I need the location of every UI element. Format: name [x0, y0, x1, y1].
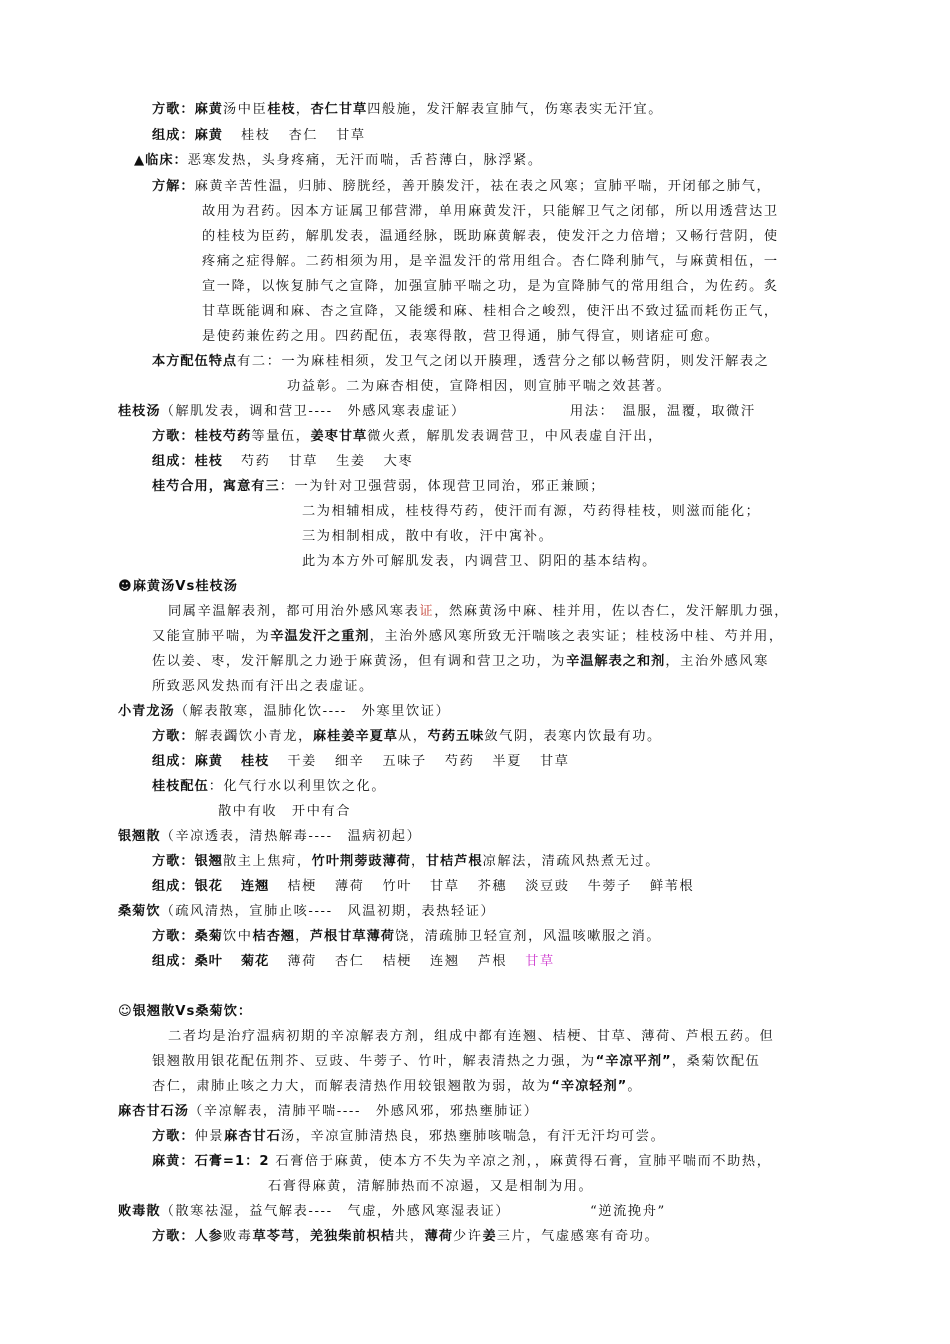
guizhi-heyong-line: 二为相辅相成，桂枝得芍药，使汗而有源，芍药得桂枝，则滋而能化；: [302, 504, 761, 519]
mahuang-fangjie-line: 故用为君药。因本方证属卫郁营滞，单用麻黄发汗，只能解卫气之闭郁，所以用透营达卫: [202, 204, 779, 219]
maxing-heading: 麻杏甘石汤（辛凉解表，清肺平喘---- 外感风邪，邪热壅肺证）: [118, 1104, 539, 1119]
guizhi-fangge: 方歌：桂枝芍药等量伍，姜枣甘草微火煮，解肌发表调营卫，中风表虚自汗出，: [152, 429, 663, 444]
yinqiao-heading: 银翘散（辛凉透表，清热解毒---- 温病初起）: [118, 829, 422, 844]
sangju-fangge: 方歌：桑菊饮中桔杏翘，芦根甘草薄荷饶，清疏肺卫轻宣剂，风温咳嗽服之消。: [152, 929, 662, 944]
yinqiao-fangge: 方歌：银翘散主上焦疴，竹叶荆蒡豉薄荷，甘桔芦根凉解法，清疏风热煮无过。: [152, 854, 660, 869]
guizhi-heading: 桂枝汤（解肌发表，调和营卫---- 外感风寒表虚证）: [118, 404, 466, 419]
mahuang-fangjie-line: 是使药兼佐药之用。四药配伍，表寒得散，营卫得通，肺气得宣，则诸症可愈。: [202, 329, 720, 344]
mahuang-fangjie-line: 甘草既能调和麻、杏之宣降，又能缓和麻、桂相合之峻烈，使汗出不致过猛而耗伤正气，: [202, 304, 779, 319]
guizhi-zucheng: 组成：桂枝 芍药 甘草 生姜 大枣: [152, 454, 414, 469]
compare2-line: 二者均是治疗温病初期的辛凉解表方剂，组成中都有连翘、桔梗、甘草、薄荷、芦根五药。但: [168, 1029, 775, 1044]
mahuang-linchuang: ▲临床：恶寒发热，头身疼痛，无汗而喘，舌苔薄白，脉浮紧。: [134, 153, 543, 168]
mahuang-zucheng: 组成：麻黄 桂枝 杏仁 甘草: [152, 128, 366, 143]
compare2-line: 银翘散用银花配伍荆芥、豆豉、牛蒡子、竹叶，解表清热之力强，为“辛凉平剂”，桑菊饮配伍: [152, 1054, 761, 1069]
xiaoqinglong-fangge: 方歌：解表蠲饮小青龙，麻桂姜辛夏草从，芍药五味敛气阴，表寒内饮最有功。: [152, 729, 662, 744]
guizhi-heyong: 桂芍合用，寓意有三：一为针对卫强营弱，体现营卫同治，邪正兼顾；: [152, 479, 606, 494]
guizhi-heyong-line: 三为相制相成，散中有收，汗中寓补。: [302, 529, 554, 544]
xiaoqinglong-peiwu: 桂枝配伍：化气行水以利里饮之化。: [152, 779, 387, 794]
sangju-zucheng: 组成：桑叶 菊花 薄荷 杏仁 桔梗 连翘 芦根 甘草: [152, 954, 555, 969]
yinqiao-zucheng: 组成：银花 连翘 桔梗 薄荷 竹叶 甘草 芥穗 淡豆豉 牛蒡子 鲜苇根: [152, 879, 695, 894]
sangju-heading: 桑菊饮（疏风清热，宣肺止咳---- 风温初期，表热轻证）: [118, 904, 496, 919]
mahuang-fangjie-line: 疼痛之症得解。二药相须为用，是辛温发汗的常用组合。杏仁降利肺气，与麻黄相伍，一: [202, 254, 779, 269]
compare1-line: 佐以姜、枣，发汗解肌之力逊于麻黄汤，但有调和营卫之功，为辛温解表之和剂，主治外感风寒: [152, 654, 769, 669]
baidu-fangge: 方歌：人参败毒草苓芎，羌独柴前枳桔共，薄荷少许姜三片，气虚感寒有奇功。: [152, 1229, 660, 1244]
mahuang-fangjie: 方解：麻黄辛苦性温，归肺、膀胱经，善开腠发汗，祛在表之风寒；宣肺平喘，开闭郁之肺气，: [152, 179, 772, 194]
compare2-line: 杏仁，肃肺止咳之力大，而解表清热作用较银翘散为弱，故为“辛凉轻剂”。: [152, 1079, 643, 1094]
xiaoqinglong-peiwu-line2: 散中有收 开中有合: [218, 804, 352, 819]
mahuang-fangjie-line: 的桂枝为臣药，解肌发表，温通经脉，既助麻黄解表，使发汗之力倍增；又畅行营阴，使: [202, 229, 779, 244]
compare1-line: 所致恶风发热而有汗出之表虚证。: [152, 679, 374, 694]
mahuang-peiwu-line2: 功益彰。二为麻杏相使，宣降相因，则宣肺平喘之效甚著。: [287, 379, 672, 394]
mahuang-peiwu: 本方配伍特点有二：一为麻桂相须，发卫气之闭以开腠理，透营分之郁以畅营阴，则发汗解表之: [152, 354, 770, 369]
baidu-note: “逆流挽舟”: [590, 1204, 666, 1219]
maxing-mahuang-line2: 石膏得麻黄，清解肺热而不凉遏，又是相制为用。: [268, 1179, 594, 1194]
xiaoqinglong-heading: 小青龙汤（解表散寒，温肺化饮---- 外寒里饮证）: [118, 704, 451, 719]
guizhi-usage: 用法： 温服，温覆，取微汗: [570, 404, 756, 419]
guizhi-heyong-line: 此为本方外可解肌发表，内调营卫、阴阳的基本结构。: [302, 554, 657, 569]
compare1-line: 又能宣肺平喘，为辛温发汗之重剂，主治外感风寒所致无汗喘咳之表实证；桂枝汤中桂、芍并用，: [152, 629, 784, 644]
compare2-title: ☺银翘散Vs桑菊饮：: [118, 1004, 253, 1019]
compare1-title: ☻麻黄汤Vs桂枝汤: [118, 579, 238, 594]
mahuang-fangge: 方歌：麻黄汤中臣桂枝，杏仁甘草四般施，发汗解表宣肺气，伤寒表实无汗宜。: [152, 102, 663, 117]
mahuang-fangjie-line: 宣一降，以恢复肺气之宣降，加强宣肺平喘之功，是为宣降肺气的常用组合，为佐药。炙: [202, 279, 779, 294]
baidu-heading: 败毒散（散寒祛湿，益气解表---- 气虚，外感风寒湿表证）: [118, 1204, 511, 1219]
maxing-fangge: 方歌：仲景麻杏甘石汤，辛凉宣肺清热良，邪热壅肺咳喘急，有汗无汗均可尝。: [152, 1129, 666, 1144]
compare1-line: 同属辛温解表剂，都可用治外感风寒表证，然麻黄汤中麻、桂并用，佐以杏仁，发汗解肌力强，: [168, 604, 790, 619]
maxing-mahuang: 麻黄：石膏=1：2 石膏倍于麻黄，使本方不失为辛凉之剂，，麻黄得石膏，宣肺平喘而不助热，: [152, 1154, 772, 1169]
xiaoqinglong-zucheng: 组成：麻黄 桂枝 干姜 细辛 五味子 芍药 半夏 甘草: [152, 754, 570, 769]
